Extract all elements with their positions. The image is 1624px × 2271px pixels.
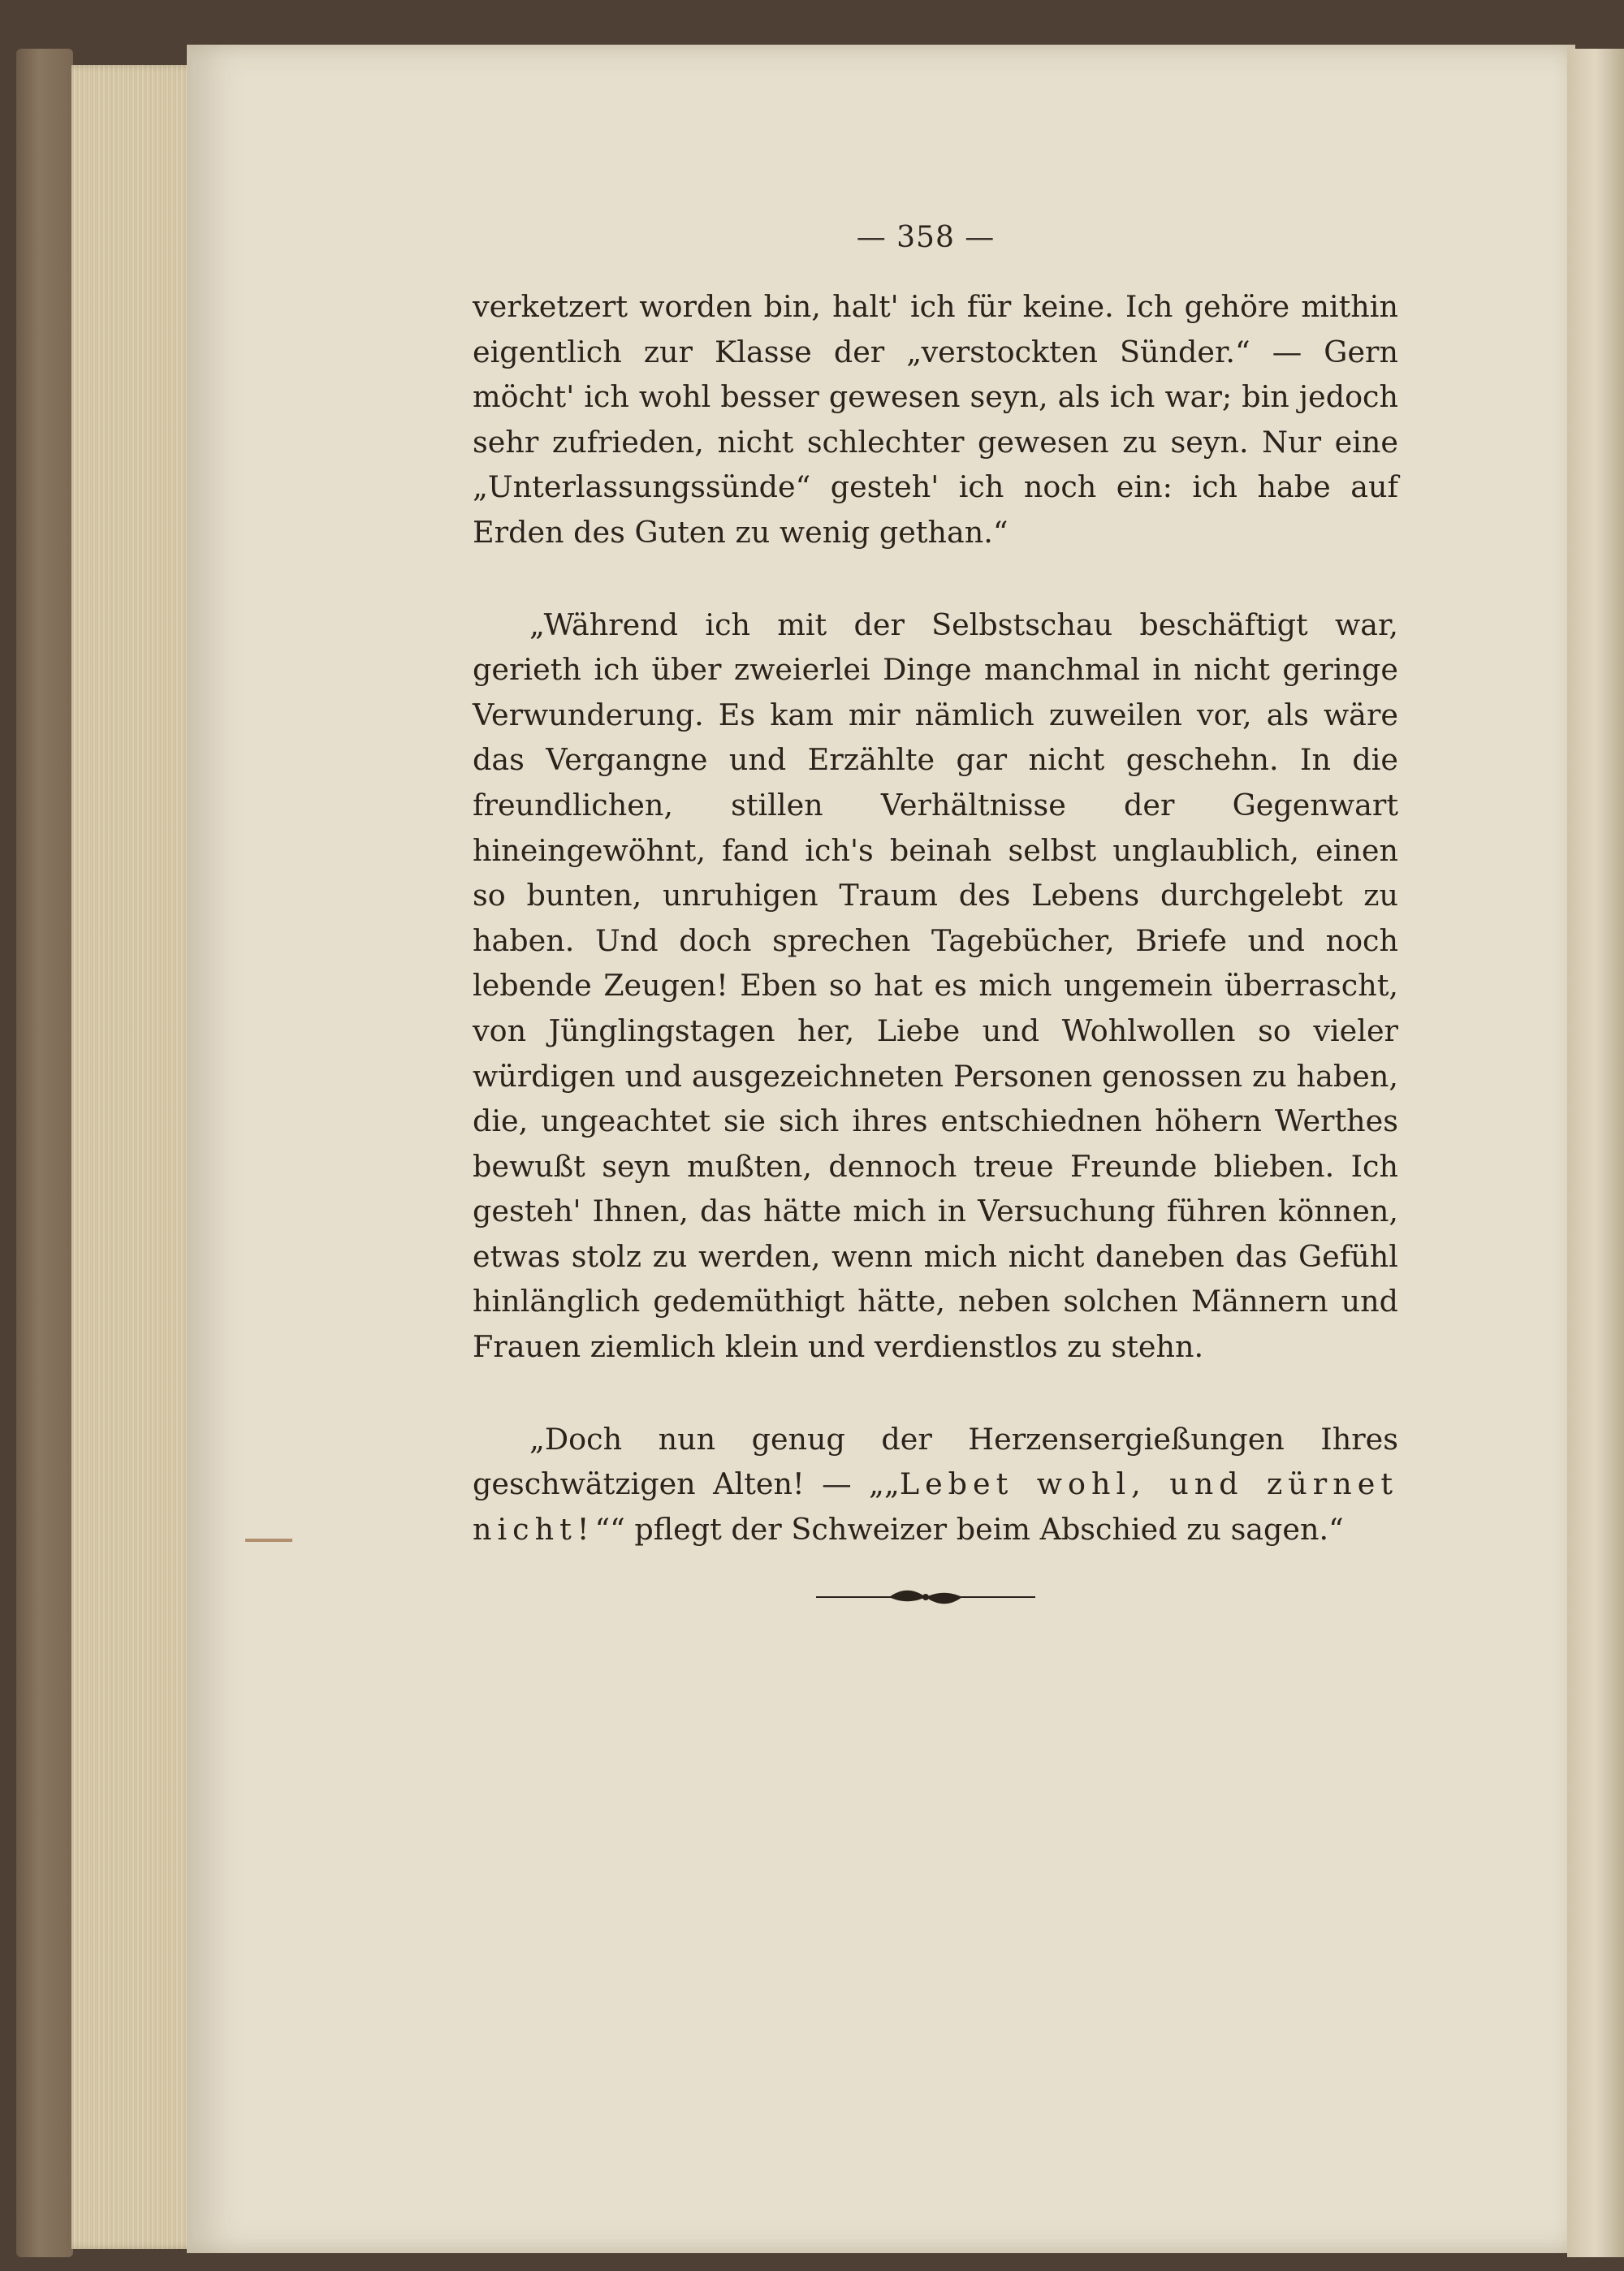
paragraph-2 bbox=[473, 602, 1398, 1370]
end-ornament bbox=[816, 1585, 1035, 1609]
text-fragment: Alten! — „„ bbox=[713, 1466, 900, 1502]
text-line: gewesen zu seyn. Nur eine „Unterlassungssünde“ gesteh' ich noch ein: bbox=[473, 424, 1399, 505]
text-line: zweierlei Dinge manchmal in nicht geringe Verwunderung. Es kam bbox=[473, 652, 1398, 732]
text-line: „Während ich mit der Selbstschau beschäftigt war, gerieth ich über bbox=[473, 607, 1398, 688]
text-line: nicht geschehn. In die freundlichen, stillen Verhältnisse der Gegenwart bbox=[473, 742, 1398, 822]
text-line: nicht daneben das Gefühl hinlänglich gedemüthigt hätte, neben solchen bbox=[473, 1238, 1398, 1319]
page-number: — 358 — bbox=[856, 221, 996, 254]
text-line: Männern und Frauen ziemlich klein und verdienstlos zu stehn. bbox=[473, 1284, 1398, 1365]
text-line: hineingewöhnt, fand ich's beinah selbst unglaublich, einen so bunten, bbox=[473, 832, 1398, 913]
text-line: mich in Versuchung führen können, etwas stolz zu werden, wenn mich bbox=[473, 1194, 1398, 1274]
spaced-quote: Lebet wohl, und zürnet nicht! bbox=[473, 1466, 1398, 1547]
paragraph-1 bbox=[473, 284, 1398, 555]
text-line: zur Klasse der „verstockten Sünder.“ — Gern möcht' ich wohl besser bbox=[473, 334, 1398, 415]
text-line: mir nämlich zuweilen vor, als wäre das Vergangne und Erzählte gar bbox=[473, 697, 1398, 778]
paragraph-3 bbox=[473, 1417, 1398, 1552]
facing-page-edge bbox=[1567, 49, 1624, 2257]
text-line: gewesen seyn, als ich war; bin jedoch sehr zufrieden, nicht schlechter bbox=[473, 379, 1398, 460]
page-text bbox=[473, 284, 1398, 1552]
text-line: Tagebücher, Briefe und noch lebende Zeugen! Eben so hat es mich bbox=[473, 922, 1398, 1004]
text-line: ungemein überrascht, von Jünglingstagen her, Liebe und Wohlwollen bbox=[473, 968, 1399, 1048]
text-fragment: ““ pflegt der bbox=[594, 1511, 782, 1547]
text-line: die, ungeachtet sie sich ihres entschiednen höhern Werthes bewußt seyn bbox=[473, 1103, 1398, 1184]
book-cover-left bbox=[16, 49, 73, 2257]
text-line: ich habe auf Erden des Guten zu wenig gethan.“ bbox=[473, 469, 1399, 550]
text-line: so vieler würdigen und ausgezeichneten Personen genossen zu haben, bbox=[473, 1012, 1398, 1094]
text-line: mußten, dennoch treue Freunde blieben. Ich gesteh' Ihnen, das hätte bbox=[473, 1148, 1399, 1229]
text-line: „Doch nun genug der Herzensergießungen Ihres geschwätzigen bbox=[473, 1421, 1398, 1502]
text-line: unruhigen Traum des Lebens durchgelebt zu haben. Und doch sprechen bbox=[473, 878, 1398, 958]
text-line: Schweizer beim Abschied zu sagen.“ bbox=[791, 1511, 1344, 1547]
page-marker-line bbox=[245, 1539, 292, 1542]
text-line: verketzert worden bin, halt' ich für keine. Ich gehöre mithin eigentlich bbox=[473, 289, 1398, 369]
